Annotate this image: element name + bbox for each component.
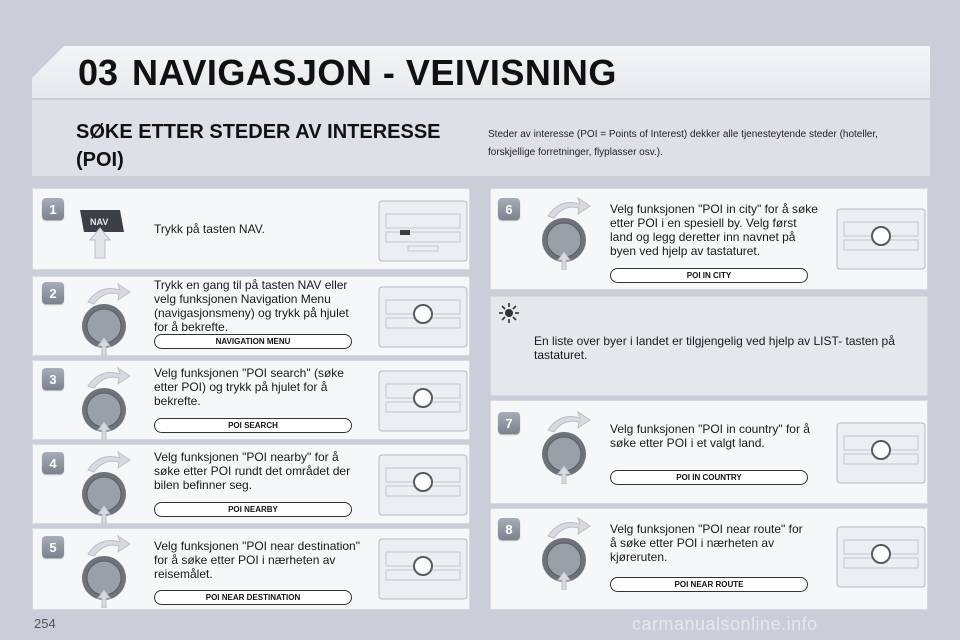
step-6-text: Velg funksjonen "POI in city" for å søke etter POI i en spesiell by. Velg først land og legg deretter inn navnet på byen ved hjelp av tastaturet. bbox=[610, 202, 818, 258]
step-1-badge: 1 bbox=[42, 198, 64, 220]
console-illustration bbox=[378, 286, 468, 348]
step-4-badge: 4 bbox=[42, 452, 64, 474]
poi-in-country-label: POI IN COUNTRY bbox=[610, 470, 808, 485]
rotary-knob-icon bbox=[536, 514, 594, 590]
navigation-menu-label: NAVIGATION MENU bbox=[154, 334, 352, 349]
step-3-text: Velg funksjonen "POI search" (søke etter POI) og trykk på hjulet for å bekrefte. bbox=[154, 366, 344, 408]
step-2-text: Trykk en gang til på tasten NAV eller velg funksjonen Navigation Menu (navigasjonsmeny) og trykk på hjulet for å bekrefte. bbox=[154, 278, 349, 334]
poi-search-label: POI SEARCH bbox=[154, 418, 352, 433]
step-8-badge: 8 bbox=[498, 518, 520, 540]
tip-text: En liste over byer i landet er tilgjengelig ved hjelp av LIST- tasten på tastaturet. bbox=[534, 334, 895, 362]
poi-near-destination-label: POI NEAR DESTINATION bbox=[154, 590, 352, 605]
rotary-knob-icon bbox=[76, 364, 134, 440]
console-illustration bbox=[836, 422, 926, 484]
nav-key-label: NAV bbox=[90, 217, 109, 227]
intro-text: Steder av interesse (POI = Points of Interest) dekker alle tjenesteytende steder (hoteller, forskjellige forretninger, flyplasser osv.). bbox=[488, 129, 878, 158]
console-illustration bbox=[378, 370, 468, 432]
step-7-text: Velg funksjonen "POI in country" for å søke etter POI i et valgt land. bbox=[610, 422, 810, 450]
step-7-badge: 7 bbox=[498, 412, 520, 434]
section-title: SØKE ETTER STEDER AV INTERESSE (POI) bbox=[76, 121, 441, 171]
poi-near-route-label: POI NEAR ROUTE bbox=[610, 577, 808, 592]
console-illustration bbox=[378, 454, 468, 516]
rotary-knob-icon bbox=[536, 194, 594, 270]
step-4-text: Velg funksjonen "POI nearby" for å søke etter POI rundt det området der bilen befinner seg. bbox=[154, 450, 351, 492]
rotary-knob-icon bbox=[76, 532, 134, 608]
step-3-badge: 3 bbox=[42, 368, 64, 390]
step-1-text: Trykk på tasten NAV. bbox=[154, 222, 265, 236]
step-5-badge: 5 bbox=[42, 536, 64, 558]
step-2-badge: 2 bbox=[42, 282, 64, 304]
step-8-text: Velg funksjonen "POI near route" for å søke etter POI i nærheten av kjøreruten. bbox=[610, 522, 803, 564]
lightbulb-icon bbox=[498, 302, 520, 324]
poi-nearby-label: POI NEARBY bbox=[154, 502, 352, 517]
step-6-badge: 6 bbox=[498, 198, 520, 220]
page-number: 254 bbox=[34, 616, 56, 631]
rotary-knob-icon bbox=[76, 448, 134, 524]
chapter-number: 03 bbox=[78, 52, 119, 93]
nav-key-icon bbox=[74, 200, 130, 260]
poi-in-city-label: POI IN CITY bbox=[610, 268, 808, 283]
step-5-text: Velg funksjonen "POI near destination" for å søke etter POI i nærheten av reisemålet. bbox=[154, 539, 360, 581]
console-illustration bbox=[378, 200, 468, 262]
rotary-knob-icon bbox=[76, 280, 134, 356]
watermark: carmanualsonline.info bbox=[632, 614, 818, 634]
rotary-knob-icon bbox=[536, 408, 594, 484]
chapter-title: NAVIGASJON - VEIVISNING bbox=[132, 52, 617, 93]
console-illustration bbox=[836, 526, 926, 588]
console-illustration bbox=[836, 208, 926, 270]
console-illustration bbox=[378, 538, 468, 600]
